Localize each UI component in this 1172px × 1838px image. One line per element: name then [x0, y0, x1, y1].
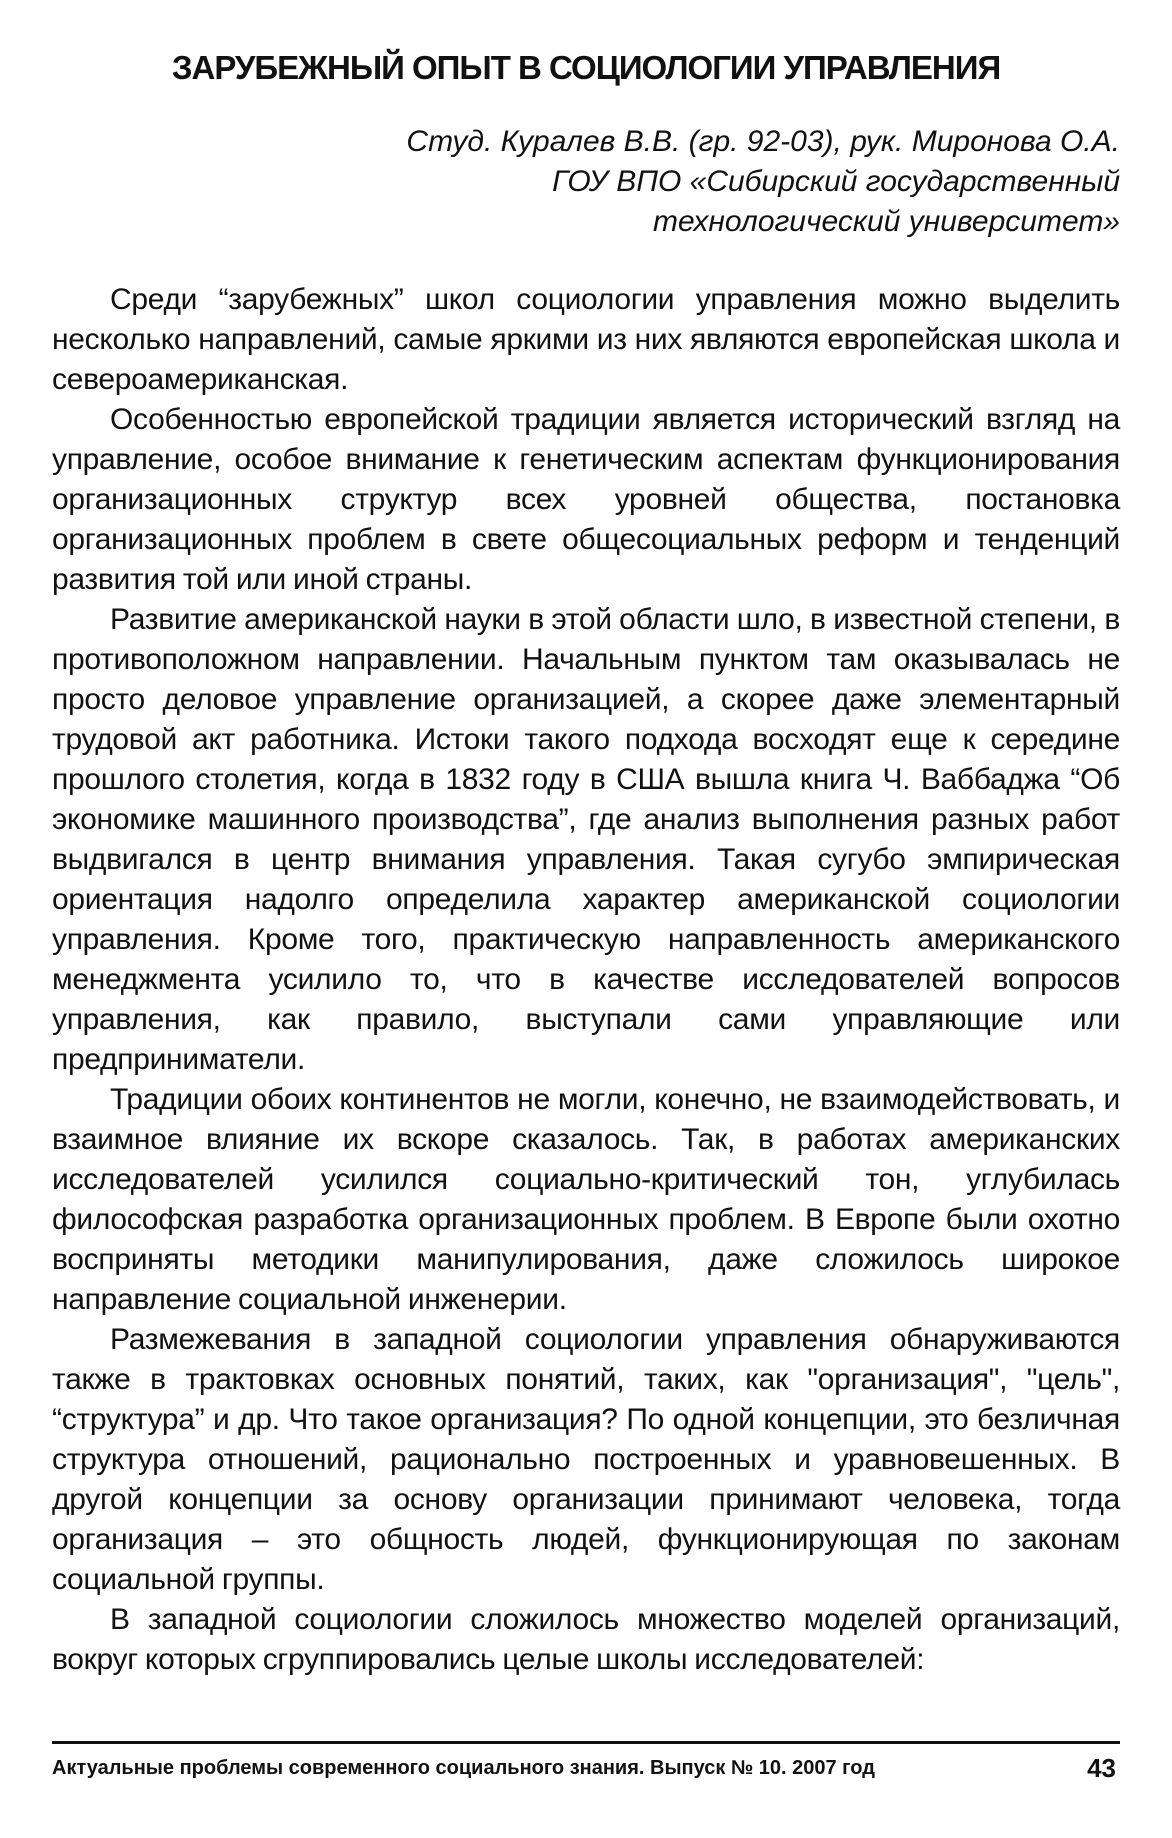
byline-authors: Студ. Куралев В.В. (гр. 92-03), рук. Миронова О.А.: [406, 125, 1120, 158]
paragraph-6: В западной социологии сложилось множество моделей организаций, вокруг которых сгруппировались целые школы исследователей:: [52, 1603, 1120, 1676]
paragraph-1: Среди “зарубежных” школ социологии управления можно выделить несколько направлений, самые яркими из них являются европейская школа и североамериканская.: [52, 283, 1120, 396]
byline-institution-line1: ГОУ ВПО «Сибирский государственный: [552, 165, 1120, 198]
article-page: [52, 48, 1120, 1680]
paragraph-5: Размежевания в западной социологии управления обнаруживаются также в трактовках основных понятий, таких, как "организация", "цель", “структура” и др. Что такое организация? По одной концепции, это безличная структура отношений, рационально построенных и уравновешенных. В другой концепции за основу организации принимают человека, тогда организация – это общность людей, функционирующая по законам социальной группы.: [52, 1323, 1120, 1596]
footer-divider: [52, 1741, 1120, 1744]
paragraph-4: Традиции обоих континентов не могли, конечно, не взаимодействовать, и взаимное влияние их вскоре сказалось. Так, в работах американских исследователей усилился социально-критический тон, углубилась философская разработка организационных проблем. В Европе были охотно восприняты методики манипулирования, даже сложилось широкое направление социальной инженерии.: [52, 1083, 1120, 1316]
page-number: 43: [1087, 1753, 1116, 1783]
article-title: ЗАРУБЕЖНЫЙ ОПЫТ В СОЦИОЛОГИИ УПРАВЛЕНИЯ: [171, 49, 1001, 86]
paragraph-2: Особенностью европейской традиции является исторический взгляд на управление, особое внимание к генетическим аспектам функционирования организационных структур всех уровней общества, постановка организационных проблем в свете общесоциальных реформ и тенденций развития той или иной страны.: [52, 403, 1120, 596]
page-footer: [52, 1750, 1120, 1786]
byline-institution-line2: технологический университет»: [653, 205, 1120, 238]
article-body: [52, 280, 1120, 1680]
journal-citation: Актуальные проблемы современного социального знания. Выпуск № 10. 2007 год: [52, 1757, 875, 1779]
paragraph-3: Развитие американской науки в этой области шло, в известной степени, в противоположном направлении. Начальным пунктом там оказывалась не просто деловое управление организацией, а скорее даже элементарный трудовой акт работника. Истоки такого подхода восходят еще к середине прошлого столетия, когда в 1832 году в США вышла книга Ч. Ваббаджа “Об экономике машинного производства”, где анализ выполнения разных работ выдвигался в центр внимания управления. Такая сугубо эмпирическая ориентация надолго определила характер американской социологии управления. Кроме того, практическую направленность американского менеджмента усилило то, что в качестве исследователей вопросов управления, как правило, выступали сами управляющие или предприниматели.: [52, 603, 1120, 1076]
author-byline: [52, 122, 1120, 242]
